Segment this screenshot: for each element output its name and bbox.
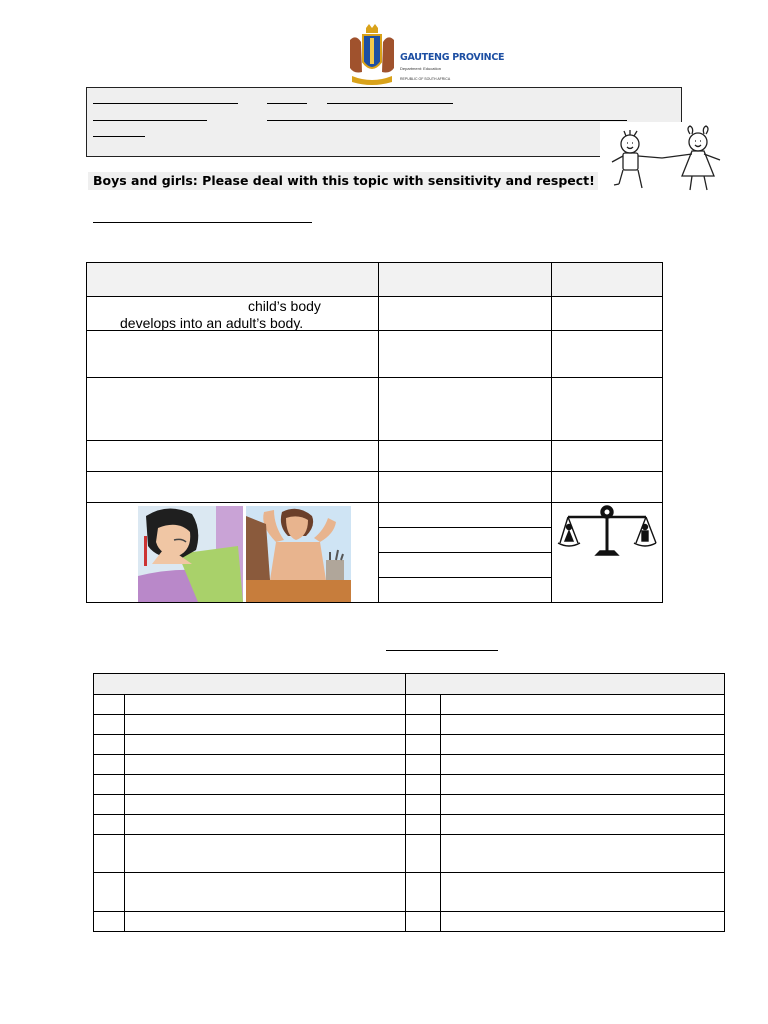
notice-banner: [88, 172, 598, 190]
heading-line: [93, 222, 312, 223]
scale-illustration: [556, 503, 658, 565]
table1-row1-line2: develops into an adult’s body.: [120, 315, 304, 331]
table1-row1-line1: child’s body: [248, 298, 321, 314]
balance-scale-icon: [556, 503, 658, 565]
table2-row-line: [94, 754, 724, 755]
name-line: [93, 103, 238, 104]
table2-row-line: [94, 834, 724, 835]
gauteng-logo: [346, 22, 505, 88]
coat-of-arms-icon: [346, 22, 398, 88]
notice-text: Boys and girls: Please deal with this topic with sensitivity and respect!: [93, 173, 595, 188]
learner-details-box: [86, 87, 682, 157]
table2-row-line: [94, 714, 724, 715]
boy-flexing-icon: [246, 506, 351, 602]
logo-department: Department: Education: [400, 66, 441, 71]
children-drawing: [600, 122, 732, 198]
table2-row-line: [94, 734, 724, 735]
date-line: [327, 103, 453, 104]
girl-illustration: [138, 506, 243, 602]
extra-line: [93, 136, 145, 137]
subheading-line: [386, 650, 498, 651]
school-line: [93, 120, 207, 121]
matching-table: [93, 673, 725, 932]
children-holding-hands-icon: [600, 122, 732, 198]
girl-grooming-icon: [138, 506, 243, 602]
logo-country: REPUBLIC OF SOUTH AFRICA: [400, 77, 451, 81]
logo-name: GAUTENG PROVINCE: [400, 52, 505, 63]
grade-line: [267, 103, 307, 104]
topic-line: [267, 120, 627, 121]
table2-row-line: [94, 814, 724, 815]
table2-row-line: [94, 794, 724, 795]
table2-header: [94, 674, 724, 695]
table2-row-line: [94, 911, 724, 912]
table2-row-line: [94, 872, 724, 873]
table2-col-line: [124, 694, 125, 931]
table2-row-line: [94, 774, 724, 775]
boy-illustration: [246, 506, 351, 602]
table2-col-line: [405, 674, 406, 931]
table2-col-line: [440, 694, 441, 931]
